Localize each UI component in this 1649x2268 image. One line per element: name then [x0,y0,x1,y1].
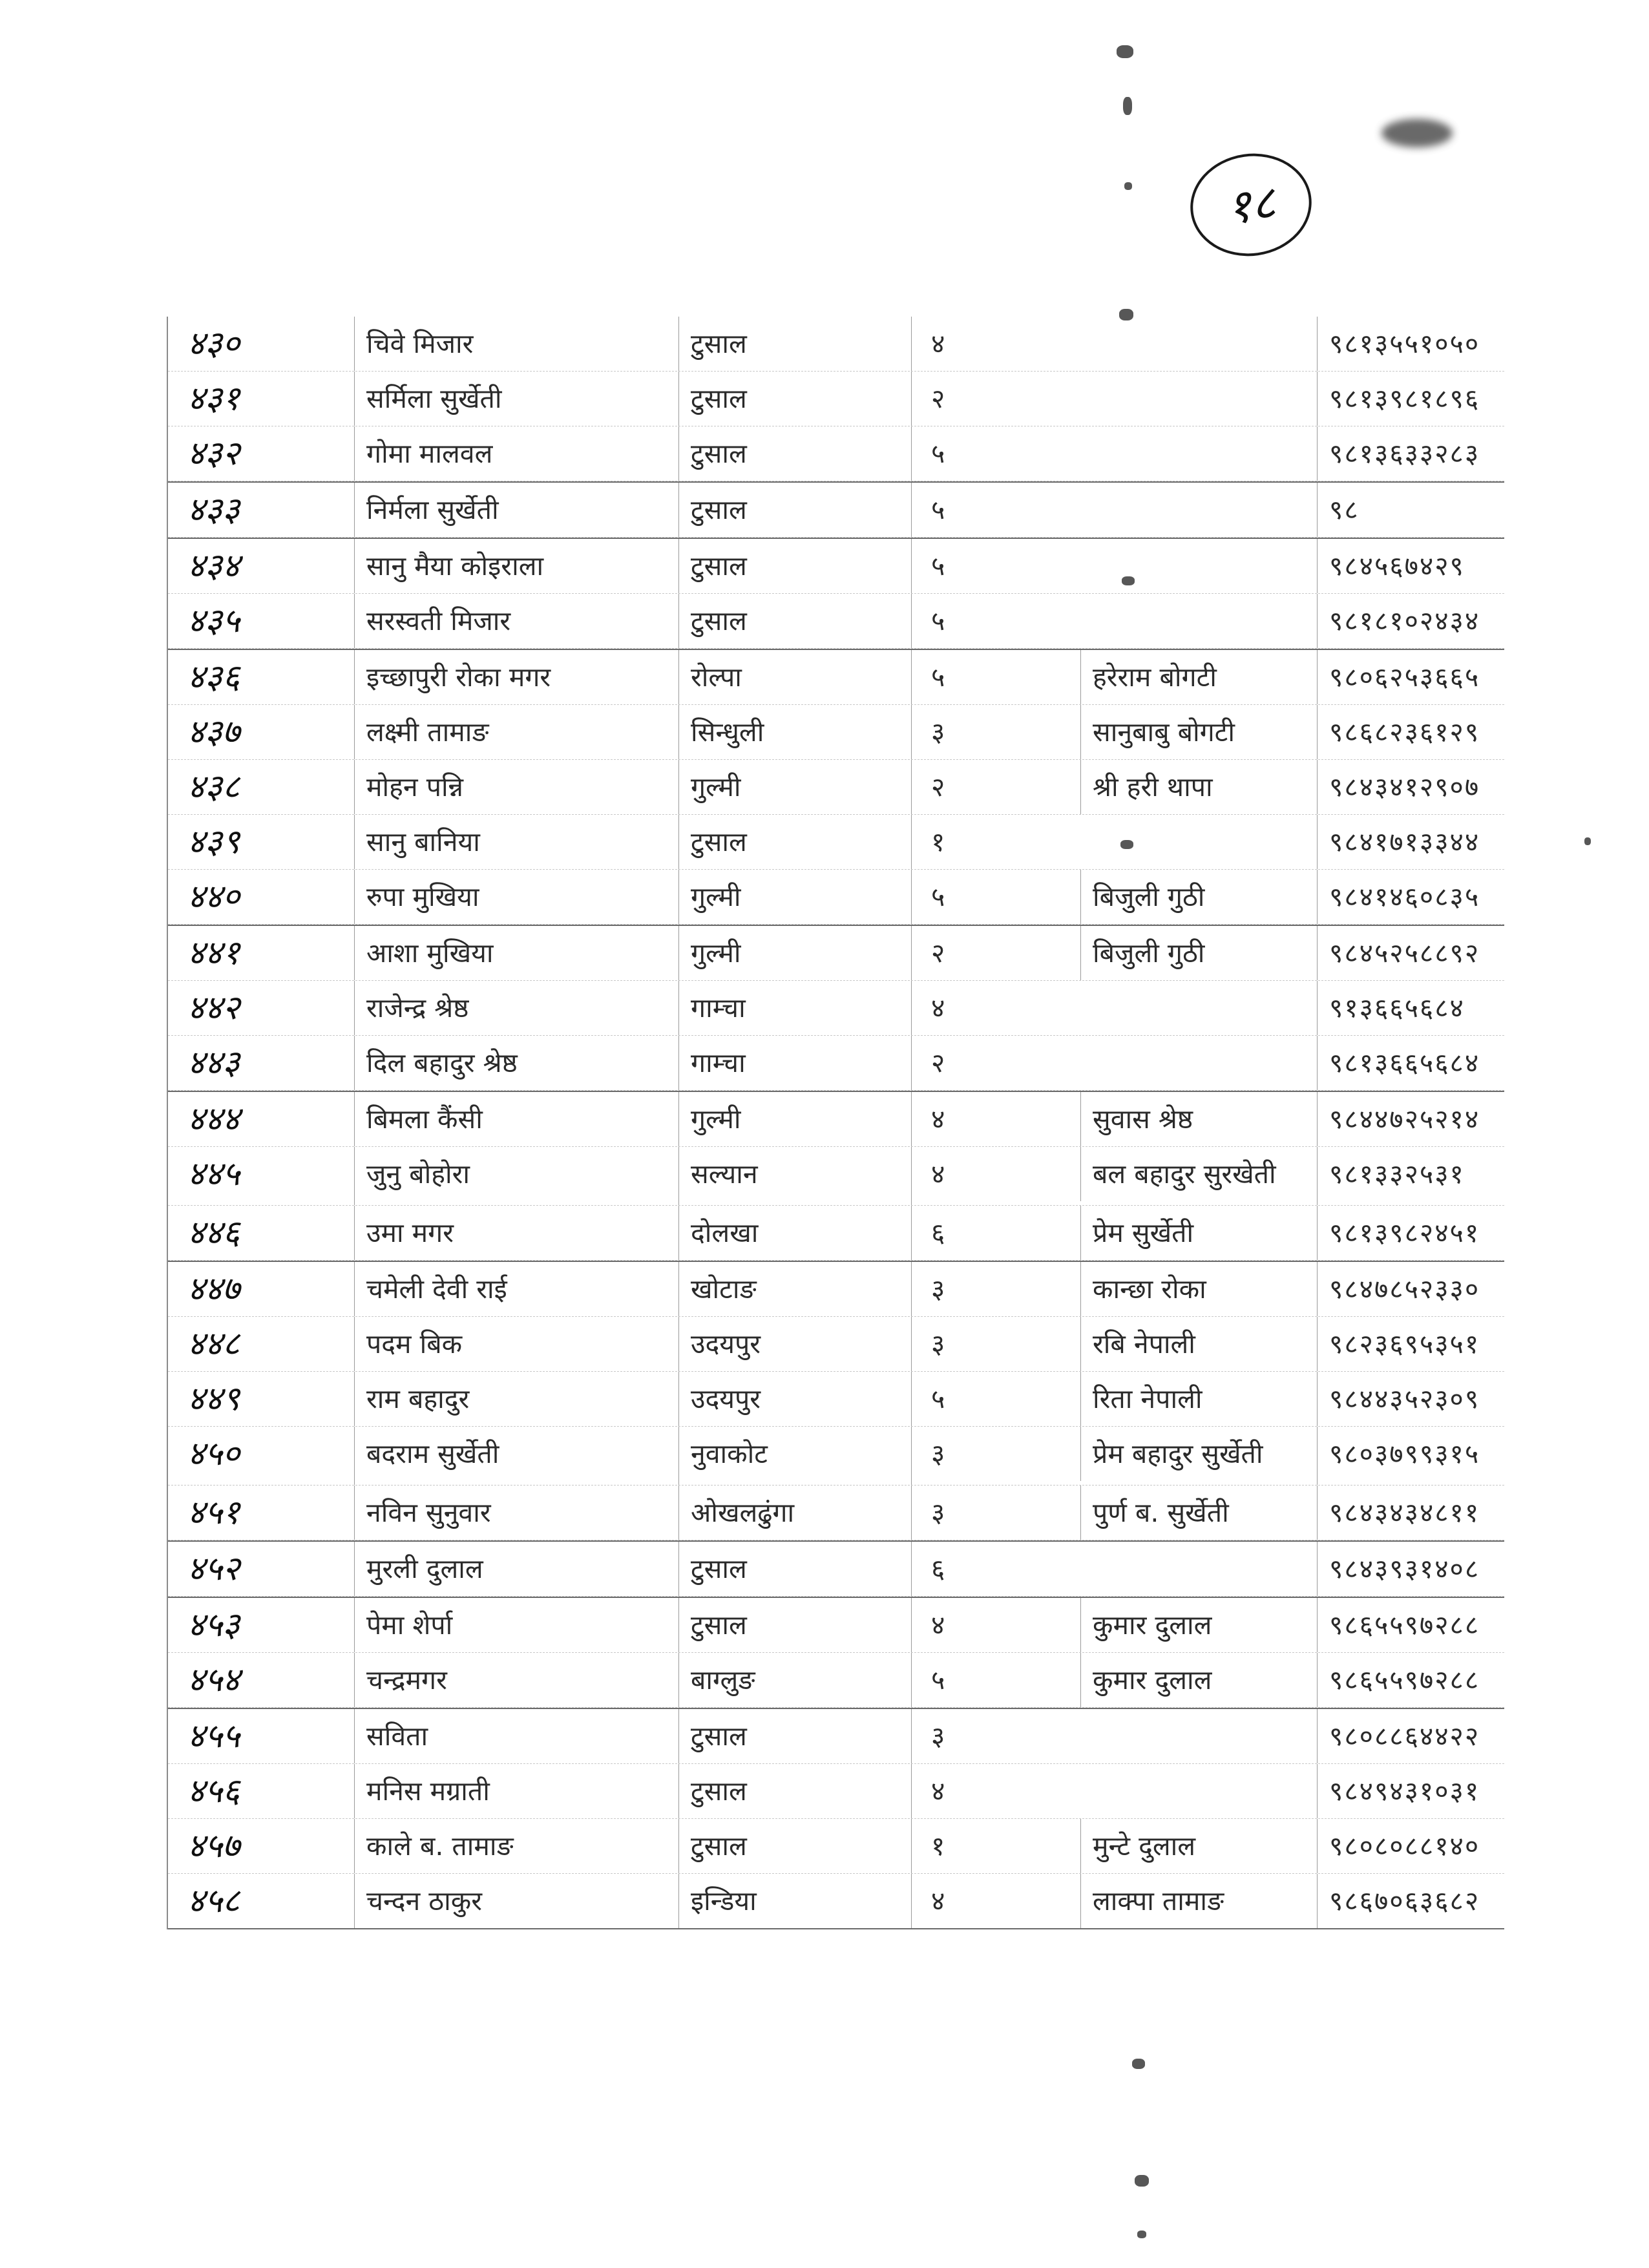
district-cell: टुसाल [678,594,911,648]
scan-mark [1123,97,1132,115]
phone-cell: ९८ [1317,483,1504,537]
table-row [168,1091,1504,1147]
table-row [168,925,1504,981]
district-cell: गुल्मी [678,1092,911,1146]
phone-cell: ९८४४७२५२१४ [1317,1092,1504,1146]
reference-cell: कुमार दुलाल [1080,1598,1317,1652]
name-cell: पेमा शेर्पा [354,1598,678,1652]
table-row [168,1317,1504,1372]
reference-cell: कान्छा रोका [1080,1262,1317,1316]
family-count-cell: १ [911,815,1080,869]
reference-cell: रबि नेपाली [1080,1317,1317,1371]
name-cell: आशा मुखिया [354,926,678,980]
name-cell: बदराम सुर्खेती [354,1427,678,1485]
table-row [168,760,1504,815]
phone-cell: ९८०८०८८१४० [1317,1819,1504,1873]
name-cell: गोमा मालवल [354,426,678,481]
table-row [168,594,1504,649]
serial-number: ४३४ [187,547,240,585]
name-cell: दिल बहादुर श्रेष्ठ [354,1036,678,1090]
table-row [168,1708,1504,1764]
table-row [168,426,1504,481]
family-count-cell: ४ [911,1147,1080,1205]
serial-number: ४३५ [187,602,240,640]
district-cell: गाम्चा [678,981,911,1035]
phone-cell: ९८२३६९५३५१ [1317,1317,1504,1371]
district-cell: गुल्मी [678,870,911,924]
table-row [168,1147,1504,1206]
phone-cell: ९८१३९८२४५१ [1317,1206,1504,1260]
table-row [168,1206,1504,1261]
phone-cell: ९८४७८५२३३० [1317,1262,1504,1316]
table-row [168,1597,1504,1653]
reference-cell: प्रेम सुर्खेती [1080,1206,1317,1260]
family-count-cell: ४ [911,1874,1080,1928]
family-count-cell: ६ [911,1206,1080,1260]
district-cell: उदयपुर [678,1372,911,1426]
name-cell: रुपा मुखिया [354,870,678,924]
scan-mark [1117,45,1133,58]
table-row [168,372,1504,426]
reference-cell: बल बहादुर सुरखेती [1080,1147,1317,1201]
phone-cell: ९८४३४३४८११ [1317,1486,1504,1540]
table-row [168,1764,1504,1819]
reference-cell: सानुबाबु बोगटी [1080,705,1317,759]
reference-cell: श्री हरी थापा [1080,760,1317,814]
table-row [168,981,1504,1036]
phone-cell: ९८०३७९९३१५ [1317,1427,1504,1485]
district-cell: टुसाल [678,815,911,869]
family-count-cell: ५ [911,594,1080,648]
name-cell: राजेन्द्र श्रेष्ठ [354,981,678,1035]
table-row [168,538,1504,594]
name-cell: नविन सुनुवार [354,1486,678,1540]
phone-cell: ९८६८२३६१२९ [1317,705,1504,759]
phone-cell: ९८१३५५१०५० [1317,317,1504,371]
serial-number: ४५० [187,1434,240,1473]
name-cell: मुरली दुलाल [354,1542,678,1596]
phone-cell: ९८४१७१३३४४ [1317,815,1504,869]
district-cell: टुसाल [678,539,911,593]
serial-number: ४४८ [187,1325,240,1363]
reference-cell: सुवास श्रेष्ठ [1080,1092,1317,1146]
reference-cell: बिजुली गुठी [1080,870,1317,924]
phone-cell: ९८१३६३३२८३ [1317,426,1504,481]
district-cell: सल्यान [678,1147,911,1205]
phone-cell: ९८१८१०२४३४ [1317,594,1504,648]
family-count-cell: ४ [911,1598,1080,1652]
name-cell: सविता [354,1709,678,1763]
table-row [168,317,1504,372]
family-count-cell: ३ [911,1427,1080,1485]
district-cell: रोल्पा [678,650,911,704]
serial-number: ४३७ [187,713,240,751]
serial-number: ४५८ [187,1882,240,1920]
phone-cell: ९८४५६७४२९ [1317,539,1504,593]
name-cell: निर्मला सुर्खेती [354,483,678,537]
district-cell: गाम्चा [678,1036,911,1090]
name-cell: बिमला कैंसी [354,1092,678,1146]
serial-number: ४४४ [187,1100,240,1139]
district-cell: खोटाङ [678,1262,911,1316]
serial-number: ४५६ [187,1772,240,1811]
beneficiary-table [167,317,1504,1929]
serial-number: ४३२ [187,434,240,473]
phone-cell: ९८४९४३१०३१ [1317,1764,1504,1818]
serial-number: ४४३ [187,1044,240,1082]
table-row [168,1819,1504,1874]
reference-cell: प्रेम बहादुर सुर्खेती [1080,1427,1317,1481]
phone-cell: ९८४४३५२३०९ [1317,1372,1504,1426]
serial-number: ४३१ [187,379,240,418]
district-cell: इन्डिया [678,1874,911,1928]
phone-cell: ९८०६२५३६६५ [1317,650,1504,704]
district-cell: टुसाल [678,483,911,537]
phone-cell: ९१३६६५६८४ [1317,981,1504,1035]
family-count-cell: ४ [911,981,1080,1035]
name-cell: काले ब. तामाङ [354,1819,678,1873]
serial-number: ४३६ [187,658,240,697]
table-row [168,1874,1504,1929]
phone-cell: ९८१३६६५६८४ [1317,1036,1504,1090]
phone-cell: ९८६५५९७२८८ [1317,1598,1504,1652]
phone-cell: ९८४१४६०८३५ [1317,870,1504,924]
name-cell: उमा मगर [354,1206,678,1260]
phone-cell: ९८६५५९७२८८ [1317,1653,1504,1707]
name-cell: सानु बानिया [354,815,678,869]
phone-cell: ९८१३९८१८९६ [1317,372,1504,426]
table-row [168,1372,1504,1427]
name-cell: सरस्वती मिजार [354,594,678,648]
family-count-cell: ६ [911,1542,1080,1596]
district-cell: टुसाल [678,1764,911,1818]
serial-number: ४३३ [187,490,240,529]
reference-cell: बिजुली गुठी [1080,926,1317,980]
phone-cell: ९८१३३२५३१ [1317,1147,1504,1205]
serial-number: ४३० [187,324,240,363]
table-row [168,1036,1504,1091]
district-cell: गुल्मी [678,926,911,980]
serial-number: ४४७ [187,1270,240,1308]
family-count-cell: ३ [911,1486,1080,1540]
family-count-cell: ५ [911,650,1080,704]
name-cell: जुनु बोहोरा [354,1147,678,1205]
serial-number: ४४६ [187,1213,240,1252]
phone-cell: ९८०८८६४४२२ [1317,1709,1504,1763]
scan-mark [1137,2231,1146,2238]
district-cell: टुसाल [678,1598,911,1652]
district-cell: टुसाल [678,426,911,481]
table-row [168,815,1504,870]
table-row [168,481,1504,538]
table-row [168,1427,1504,1486]
family-count-cell: ४ [911,317,1080,371]
family-count-cell: ५ [911,483,1080,537]
serial-number: ४५२ [187,1549,240,1588]
reference-cell: कुमार दुलाल [1080,1653,1317,1707]
district-cell: बाग्लुङ [678,1653,911,1707]
reference-cell: मुन्टे दुलाल [1080,1819,1317,1873]
table-row [168,1261,1504,1317]
district-cell: टुसाल [678,1542,911,1596]
name-cell: राम बहादुर [354,1372,678,1426]
name-cell: पदम बिक [354,1317,678,1371]
phone-cell: ९८४५२५८८९२ [1317,926,1504,980]
phone-cell: ९८६७०६३६८२ [1317,1874,1504,1928]
family-count-cell: ४ [911,1764,1080,1818]
district-cell: गुल्मी [678,760,911,814]
district-cell: दोलखा [678,1206,911,1260]
name-cell: चन्दन ठाकुर [354,1874,678,1928]
name-cell: सर्मिला सुर्खेती [354,372,678,426]
table-row [168,1486,1504,1540]
family-count-cell: ३ [911,1262,1080,1316]
phone-cell: ९८४३९३१४०८ [1317,1542,1504,1596]
serial-number: ४५४ [187,1661,240,1699]
reference-cell: लाक्पा तामाङ [1080,1874,1317,1928]
name-cell: मोहन पन्नि [354,760,678,814]
district-cell: उदयपुर [678,1317,911,1371]
scan-smudge [1381,119,1453,147]
table-row [168,649,1504,705]
table-row [168,1540,1504,1597]
serial-number: ४५५ [187,1717,240,1756]
name-cell: सानु मैया कोइराला [354,539,678,593]
district-cell: टुसाल [678,1819,911,1873]
table-row [168,705,1504,760]
family-count-cell: ५ [911,1653,1080,1707]
serial-number: ४५१ [187,1493,240,1532]
scan-mark [1135,2175,1149,2187]
family-count-cell: २ [911,1036,1080,1090]
district-cell: टुसाल [678,317,911,371]
serial-number: ४४९ [187,1380,240,1418]
reference-cell: पुर्ण ब. सुर्खेती [1080,1486,1317,1540]
family-count-cell: ३ [911,1709,1080,1763]
serial-number: ४५७ [187,1827,240,1865]
family-count-cell: ३ [911,705,1080,759]
district-cell: ओखलढुंगा [678,1486,911,1540]
serial-number: ४४१ [187,934,240,972]
reference-cell: हरेराम बोगटी [1080,650,1317,704]
serial-number: ४३९ [187,823,240,861]
scan-mark [1584,837,1591,845]
serial-number: ४४५ [187,1155,240,1193]
family-count-cell: ५ [911,426,1080,481]
district-cell: नुवाकोट [678,1427,911,1485]
district-cell: सिन्धुली [678,705,911,759]
serial-number: ४४२ [187,989,240,1027]
district-cell: टुसाल [678,372,911,426]
family-count-cell: १ [911,1819,1080,1873]
family-count-cell: २ [911,760,1080,814]
scan-mark [1124,182,1132,190]
name-cell: चिवे मिजार [354,317,678,371]
family-count-cell: ५ [911,870,1080,924]
serial-number: ४४० [187,877,240,916]
family-count-cell: २ [911,372,1080,426]
family-count-cell: ४ [911,1092,1080,1146]
name-cell: मनिस मग्राती [354,1764,678,1818]
name-cell: चमेली देवी राई [354,1262,678,1316]
family-count-cell: ३ [911,1317,1080,1371]
family-count-cell: ५ [911,539,1080,593]
district-cell: टुसाल [678,1709,911,1763]
serial-number: ४५३ [187,1606,240,1644]
name-cell: लक्ष्मी तामाङ [354,705,678,759]
table-row [168,1653,1504,1708]
page-number: १८ [1184,146,1318,264]
phone-cell: ९८४३४१२९०७ [1317,760,1504,814]
reference-cell: रिता नेपाली [1080,1372,1317,1426]
family-count-cell: २ [911,926,1080,980]
name-cell: इच्छापुरी रोका मगर [354,650,678,704]
serial-number: ४३८ [187,768,240,806]
table-row [168,870,1504,925]
name-cell: चन्द्रमगर [354,1653,678,1707]
family-count-cell: ५ [911,1372,1080,1426]
scan-mark [1132,2059,1145,2069]
